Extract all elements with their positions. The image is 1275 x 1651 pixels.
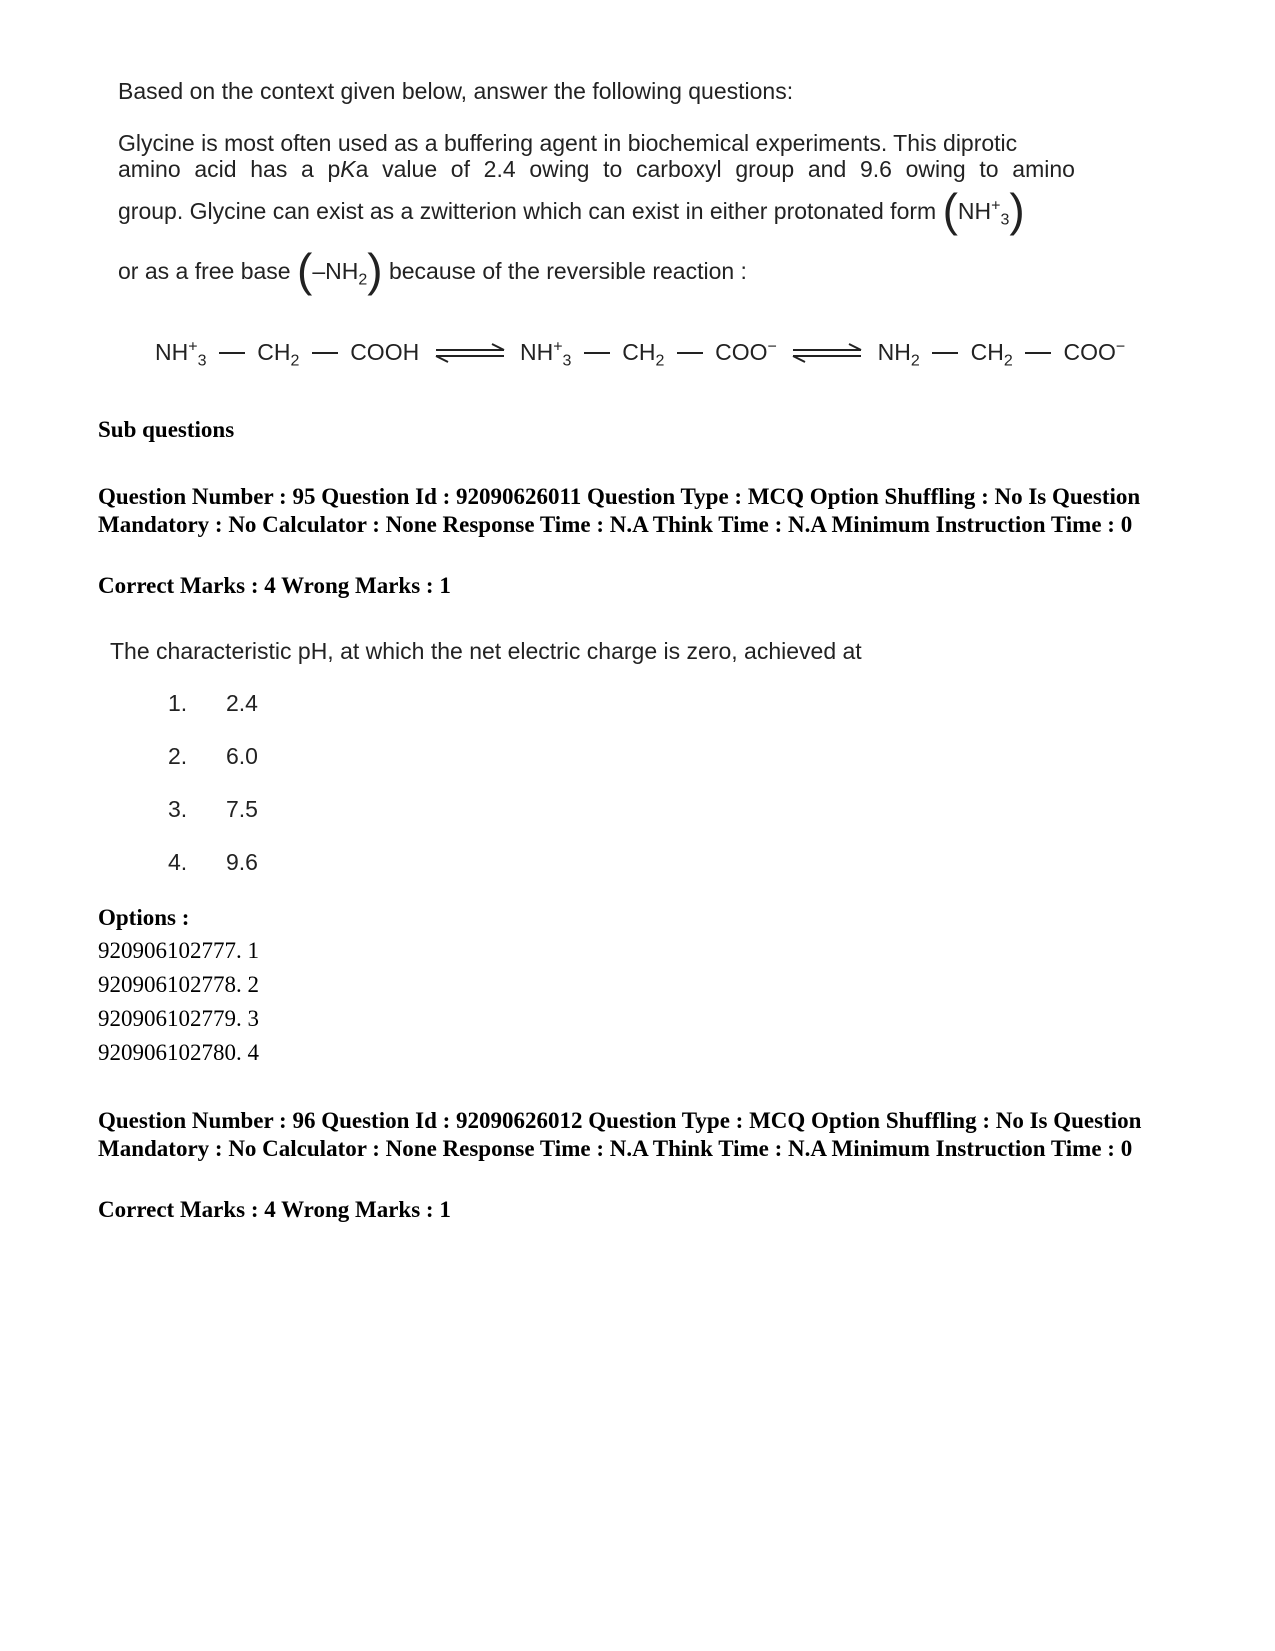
q95-choice-2: 2. 6.0 [168, 743, 258, 769]
context-word: a [301, 156, 314, 182]
context-line-4: or as a free base $(-NH_2)$ because of the reversible reaction : [118, 244, 747, 296]
q95-marks: Correct Marks : 4 Wrong Marks : 1 [98, 573, 451, 598]
bond-line [584, 351, 610, 355]
q95-choice-4: 4. 9.6 [168, 849, 258, 875]
q95-option-2: 920906102778. 2 [98, 972, 259, 997]
q95-choice-1: 1. 2.4 [168, 690, 258, 716]
species-2-ch2: $CH_2$ [622, 339, 665, 371]
q95-question-text: The characteristic pH, at which the net electric charge is zero, achieved at [110, 638, 862, 664]
q95-options-label: Options : [98, 905, 190, 930]
context-word: 2.4 [483, 156, 516, 182]
sub-questions-heading: Sub questions [98, 417, 235, 442]
context-word: 9.6 [859, 156, 892, 182]
protonated-formula: $NH^+_3$ [957, 197, 1010, 229]
context-line-2 [118, 156, 1075, 183]
species-1-ch2: $CH_2$ [257, 339, 300, 371]
species-2-coo: COO− [715, 338, 777, 366]
free-base-formula: $-NH_2$ [312, 258, 368, 289]
context-line-3: group. Glycine can exist as a zwitterion which can exist in either protonated form $(NH^+_3)$ [118, 184, 1025, 236]
context-word: to [603, 156, 623, 182]
context-word: pKa [327, 156, 369, 182]
equilibrium-arrow-icon [434, 343, 506, 363]
species-1-nh3: $NH^+_3$ [155, 338, 207, 371]
context-word: owing [905, 156, 966, 182]
species-1-cooh: COOH [350, 339, 420, 366]
bond-line [219, 351, 245, 355]
context-word: owing [529, 156, 590, 182]
context-word: acid [194, 156, 237, 182]
context-word: and [807, 156, 847, 182]
context-word: has [250, 156, 288, 182]
q95-meta: Question Number : 95 Question Id : 92090626011 Question Type : MCQ Option Shuffling : No Is Question Mandatory : No Calculator : None Response Time : N.A Think Time : N.A Minimum Instruction Time : 0 [98, 484, 1141, 537]
context-line-3-text: group. Glycine can exist as a zwitterion which can exist in either protonated form [118, 198, 937, 225]
context-word: amino [1012, 156, 1075, 182]
q95-option-3: 920906102779. 3 [98, 1006, 259, 1031]
q95-option-4: 920906102780. 4 [98, 1040, 259, 1065]
species-3-coo: COO− [1063, 338, 1126, 366]
context-line-4-a: or as a free base [118, 258, 291, 285]
context-word: amino [118, 156, 181, 182]
species-3-nh2: $NH_2$ [877, 339, 920, 371]
bond-line [312, 351, 338, 355]
bond-line [932, 351, 958, 355]
context-word: of [450, 156, 470, 182]
context-line-4-b: because of the reversible reaction : [388, 258, 747, 285]
species-3-ch2: $CH_2$ [970, 339, 1013, 371]
context-word: group [735, 156, 795, 182]
context-line-1: Glycine is most often used as a buffering agent in biochemical experiments. This diprotic [118, 130, 1018, 156]
q96-meta: Question Number : 96 Question Id : 92090626012 Question Type : MCQ Option Shuffling : No Is Question Mandatory : No Calculator : None Response Time : N.A Think Time : N.A Minimum Instruction Time : 0 [98, 1108, 1142, 1161]
q95-option-1: 920906102777. 1 [98, 938, 259, 963]
context-word: value [382, 156, 438, 182]
equilibrium-arrow-icon [791, 343, 863, 363]
bond-line [1025, 351, 1051, 355]
q95-choice-3: 3. 7.5 [168, 796, 258, 822]
species-2-nh3: $NH^+_3$ [519, 338, 572, 371]
context-word: to [979, 156, 999, 182]
context-word: carboxyl [636, 156, 722, 182]
q96-marks: Correct Marks : 4 Wrong Marks : 1 [98, 1197, 451, 1222]
context-intro: Based on the context given below, answer the following questions: [118, 78, 794, 104]
reaction-equation [155, 338, 1126, 371]
bond-line [677, 351, 703, 355]
